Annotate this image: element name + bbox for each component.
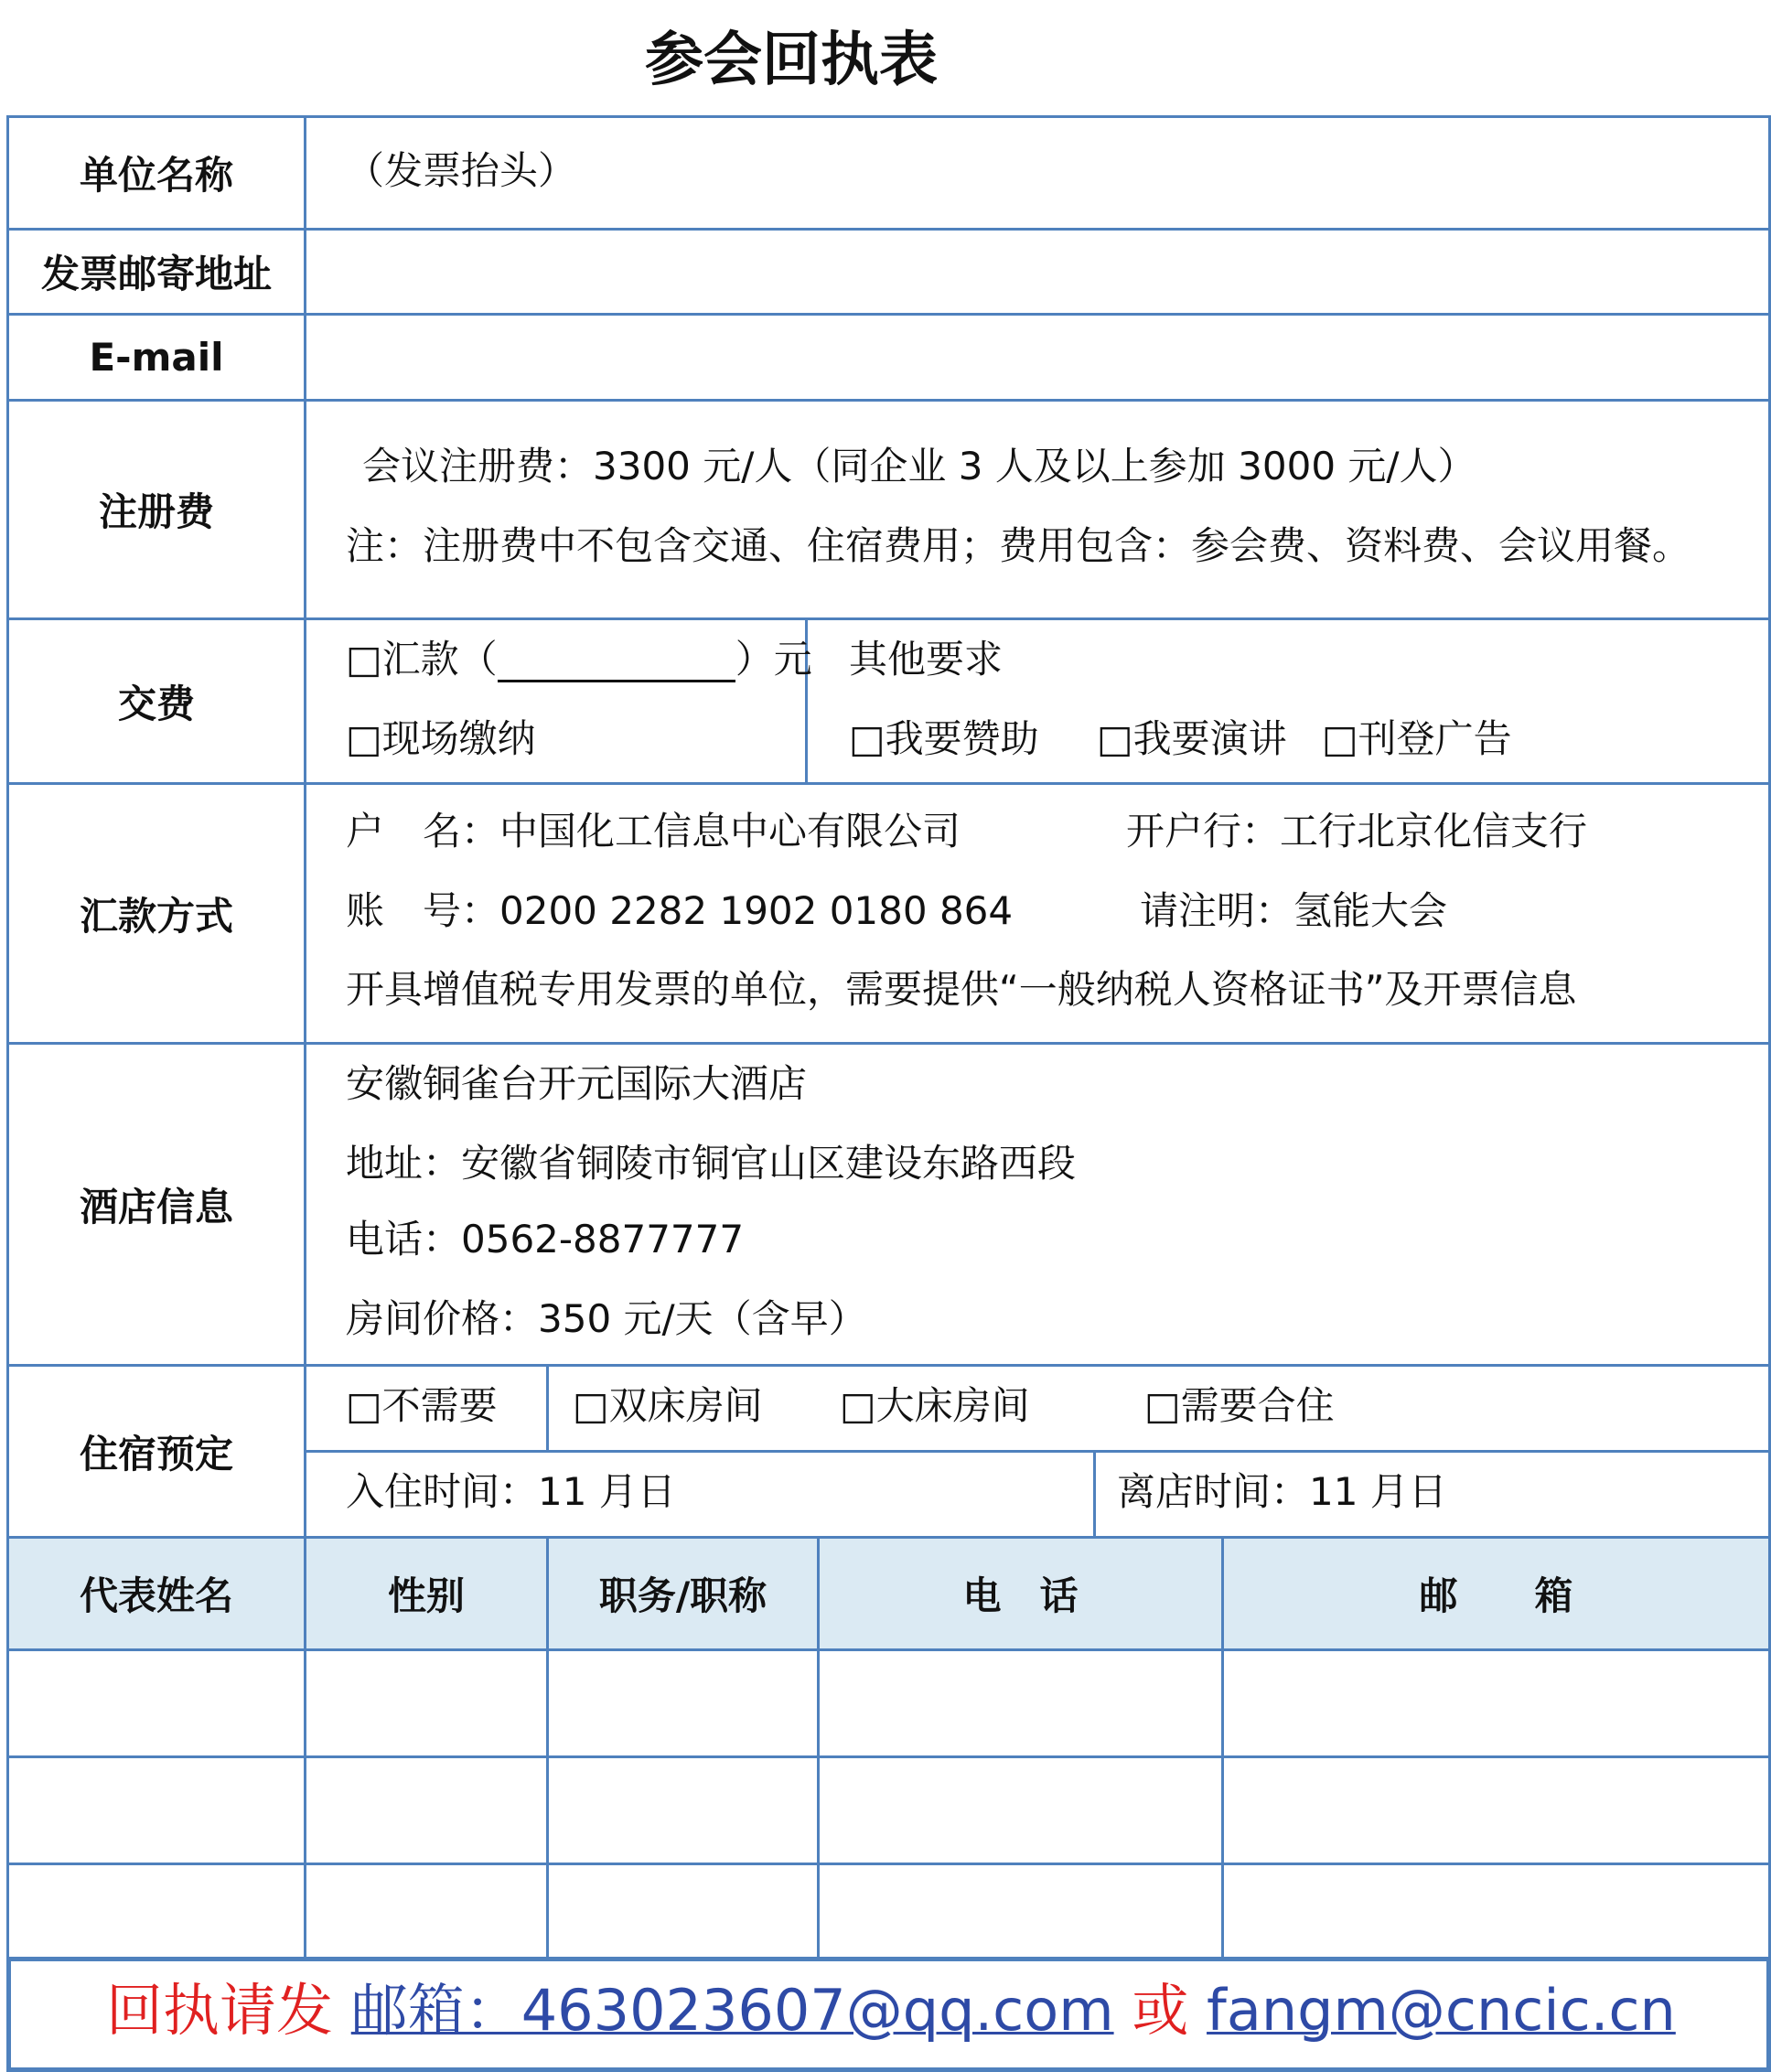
attendee-cell[interactable]	[817, 1755, 1224, 1865]
label-remittance: 汇款方式	[6, 782, 306, 1045]
lodging-option-share[interactable]: □需要合住	[1144, 1383, 1335, 1428]
page-title: 参会回执表	[645, 27, 938, 94]
attendee-cell[interactable]	[1221, 1863, 1771, 1959]
hotel-address: 地址：安徽省铜陵市铜官山区建设东路西段	[346, 1141, 1077, 1186]
remit-amount-blank[interactable]	[498, 643, 735, 682]
mail-address-field[interactable]	[304, 228, 1771, 316]
hotel-phone: 电话：0562-8877777	[346, 1217, 745, 1261]
lodging-option-twin[interactable]: □双床房间	[573, 1383, 763, 1428]
attendee-cell[interactable]	[546, 1863, 820, 1959]
account-number: 账 号：0200 2282 1902 0180 864	[346, 888, 1014, 933]
checkin-date[interactable]: 入住时间：11 月日	[346, 1469, 676, 1514]
attendee-cell[interactable]	[1221, 1648, 1771, 1758]
footer-note	[106, 1976, 1676, 2045]
attendee-cell[interactable]	[817, 1863, 1224, 1959]
attendee-cell[interactable]	[546, 1648, 820, 1758]
header-title: 职务/职称	[546, 1536, 820, 1651]
remit-suffix: ）元	[735, 637, 812, 682]
attendee-cell[interactable]	[546, 1755, 820, 1865]
fee-cell	[304, 399, 1771, 620]
lodging-option-king[interactable]: □大床房间	[840, 1383, 1030, 1428]
footer-prefix: 回执请发	[106, 1977, 334, 2044]
label-unit: 单位名称	[6, 115, 306, 231]
email-field[interactable]	[304, 313, 1771, 402]
footer-email-link-1[interactable]: 邮箱：463023607@qq.com	[350, 1977, 1114, 2044]
label-hotel: 酒店信息	[6, 1042, 306, 1367]
attendee-cell[interactable]	[6, 1648, 306, 1758]
advert-option[interactable]: □刊登广告	[1322, 716, 1512, 761]
remit-option[interactable]	[346, 637, 812, 682]
attendee-cell[interactable]	[6, 1863, 306, 1959]
speech-option[interactable]: □我要演讲	[1097, 716, 1287, 761]
label-lodging: 住宿预定	[6, 1364, 306, 1539]
fee-line2: 注：注册费中不包含交通、住宿费用；费用包含：参会费、资料费、会议用餐。	[346, 523, 1691, 568]
header-name: 代表姓名	[6, 1536, 306, 1651]
header-email: 邮 箱	[1221, 1536, 1771, 1651]
attendee-cell[interactable]	[304, 1755, 549, 1865]
label-fee: 注册费	[6, 399, 306, 620]
label-email: E-mail	[6, 313, 306, 402]
sponsor-option[interactable]: □我要赞助	[849, 716, 1039, 761]
onsite-payment-option[interactable]: □现场缴纳	[346, 716, 536, 761]
invoice-note: 开具增值税专用发票的单位，需要提供“一般纳税人资格证书”及开票信息	[346, 967, 1577, 1012]
footer-email-link-2[interactable]: fangm@cncic.cn	[1207, 1977, 1676, 2044]
header-phone: 电 话	[817, 1536, 1224, 1651]
other-requests-title: 其他要求	[849, 637, 1004, 682]
attendee-cell[interactable]	[304, 1863, 549, 1959]
attendee-cell[interactable]	[1221, 1755, 1771, 1865]
footer-or: 或	[1132, 1977, 1189, 2044]
account-name: 户 名：中国化工信息中心有限公司	[346, 809, 961, 853]
unit-placeholder: （发票抬头）	[346, 148, 577, 193]
bank-name: 开户行：工行北京化信支行	[1126, 809, 1588, 853]
attendee-cell[interactable]	[6, 1755, 306, 1865]
remit-note: 请注明：氢能大会	[1140, 888, 1448, 933]
label-mail-address: 发票邮寄地址	[6, 228, 306, 316]
hotel-price: 房间价格：350 元/天（含早）	[346, 1296, 867, 1341]
attendee-cell[interactable]	[817, 1648, 1224, 1758]
checkout-date[interactable]: 离店时间：11 月日	[1117, 1469, 1447, 1514]
fee-line1: 会议注册费：3300 元/人（同企业 3 人及以上参加 3000 元/人）	[362, 444, 1476, 488]
lodging-option-none[interactable]: □不需要	[346, 1383, 498, 1428]
label-payment: 交费	[6, 617, 306, 785]
header-gender: 性别	[304, 1536, 549, 1651]
attendee-cell[interactable]	[304, 1648, 549, 1758]
remit-prefix: □汇款（	[346, 637, 498, 682]
hotel-name: 安徽铜雀台开元国际大酒店	[346, 1061, 808, 1106]
